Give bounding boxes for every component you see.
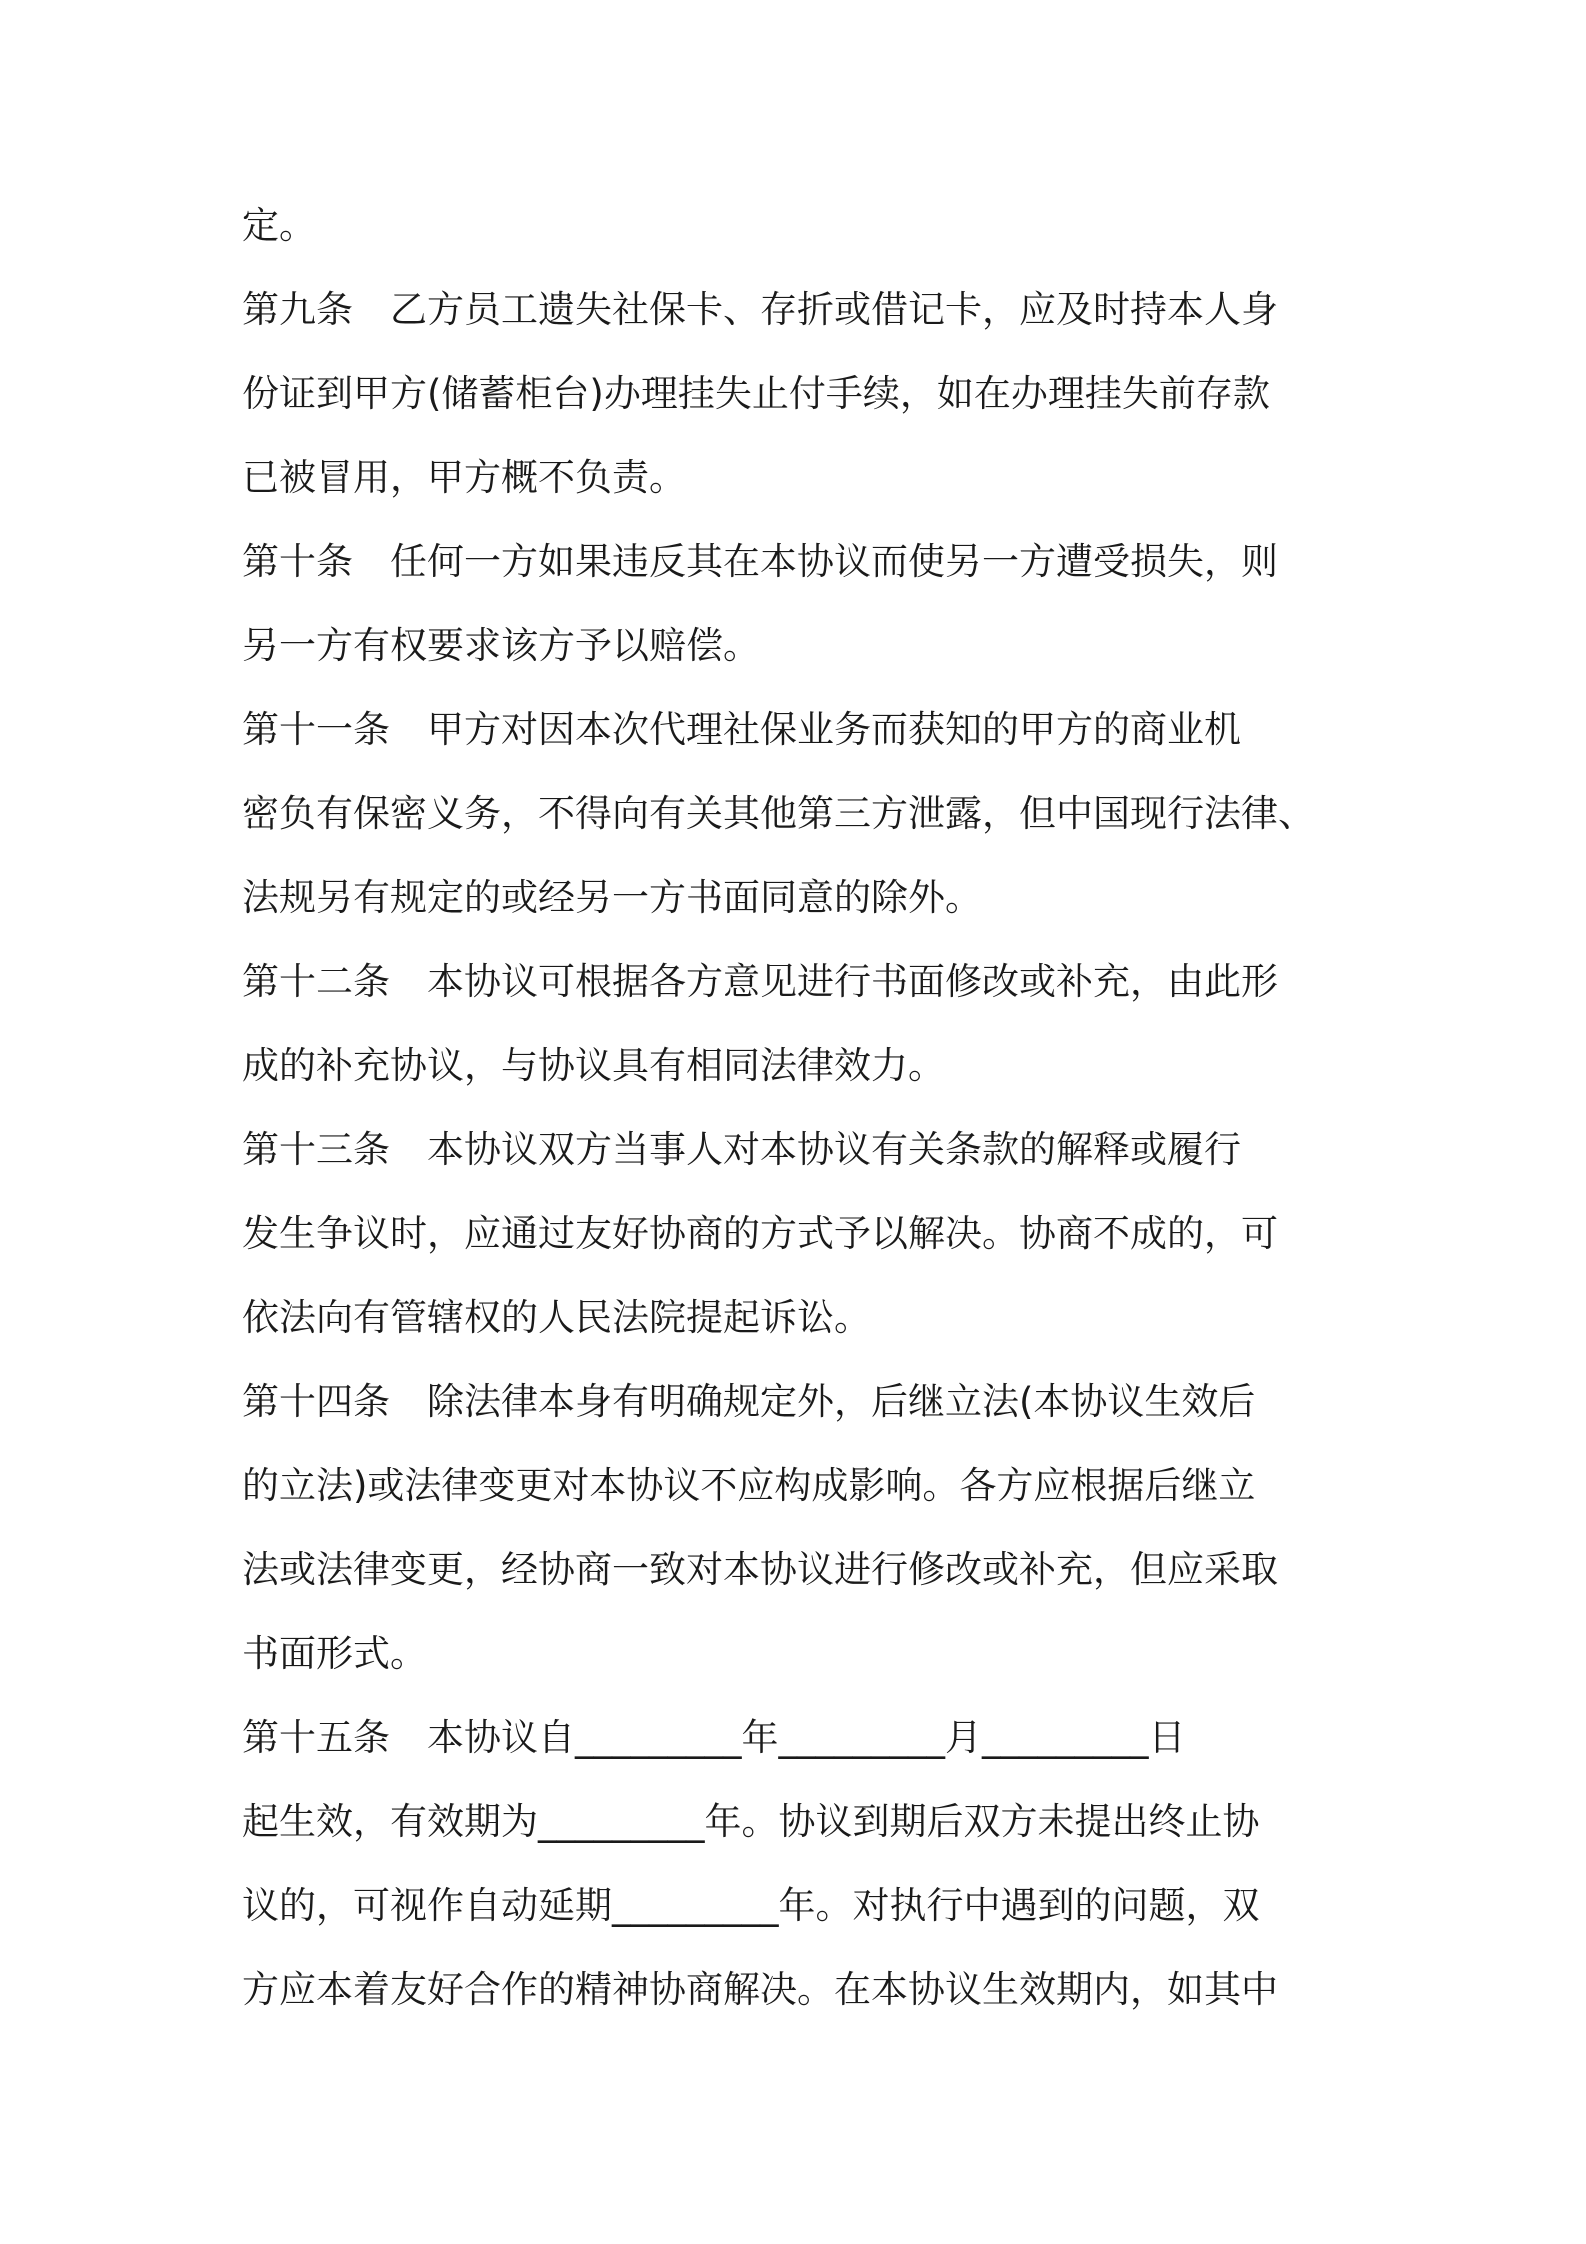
text-line: 法规另有规定的或经另一方书面同意的除外。	[242, 876, 982, 919]
article-14-line: 第十四条 除法律本身有明确规定外，后继立法(本协议生效后	[242, 1380, 1256, 1423]
text-line: 的立法)或法律变更对本协议不应构成影响。各方应根据后继立	[242, 1464, 1256, 1507]
article-15-line: 第十五条 本协议自_________年_________月_________日	[242, 1716, 1186, 1759]
text-line: 另一方有权要求该方予以赔偿。	[242, 624, 760, 667]
text-line: 已被冒用，甲方概不负责。	[242, 456, 686, 499]
article-11-line: 第十一条 甲方对因本次代理社保业务而获知的甲方的商业机	[242, 708, 1241, 751]
text-line: 依法向有管辖权的人民法院提起诉讼。	[242, 1296, 871, 1339]
text-line: 定。	[242, 204, 316, 247]
text-line: 密负有保密义务，不得向有关其他第三方泄露，但中国现行法律、	[242, 792, 1315, 835]
text-line: 议的，可视作自动延期_________年。对执行中遇到的问题，双	[242, 1884, 1260, 1927]
text-line: 起生效，有效期为_________年。协议到期后双方未提出终止协	[242, 1800, 1260, 1843]
text-line: 发生争议时，应通过友好协商的方式予以解决。协商不成的，可	[242, 1212, 1278, 1255]
article-12-line: 第十二条 本协议可根据各方意见进行书面修改或补充，由此形	[242, 960, 1278, 1003]
text-line: 份证到甲方(储蓄柜台)办理挂失止付手续，如在办理挂失前存款	[242, 372, 1270, 415]
article-13-line: 第十三条 本协议双方当事人对本协议有关条款的解释或履行	[242, 1128, 1241, 1171]
text-line: 成的补充协议，与协议具有相同法律效力。	[242, 1044, 945, 1087]
article-10-line: 第十条 任何一方如果违反其在本协议而使另一方遭受损失，则	[242, 540, 1278, 583]
text-line: 书面形式。	[242, 1632, 427, 1675]
text-line: 方应本着友好合作的精神协商解决。在本协议生效期内，如其中	[242, 1968, 1278, 2011]
article-9-line: 第九条 乙方员工遗失社保卡、存折或借记卡，应及时持本人身	[242, 288, 1278, 331]
text-line: 法或法律变更，经协商一致对本协议进行修改或补充，但应采取	[242, 1548, 1278, 1591]
